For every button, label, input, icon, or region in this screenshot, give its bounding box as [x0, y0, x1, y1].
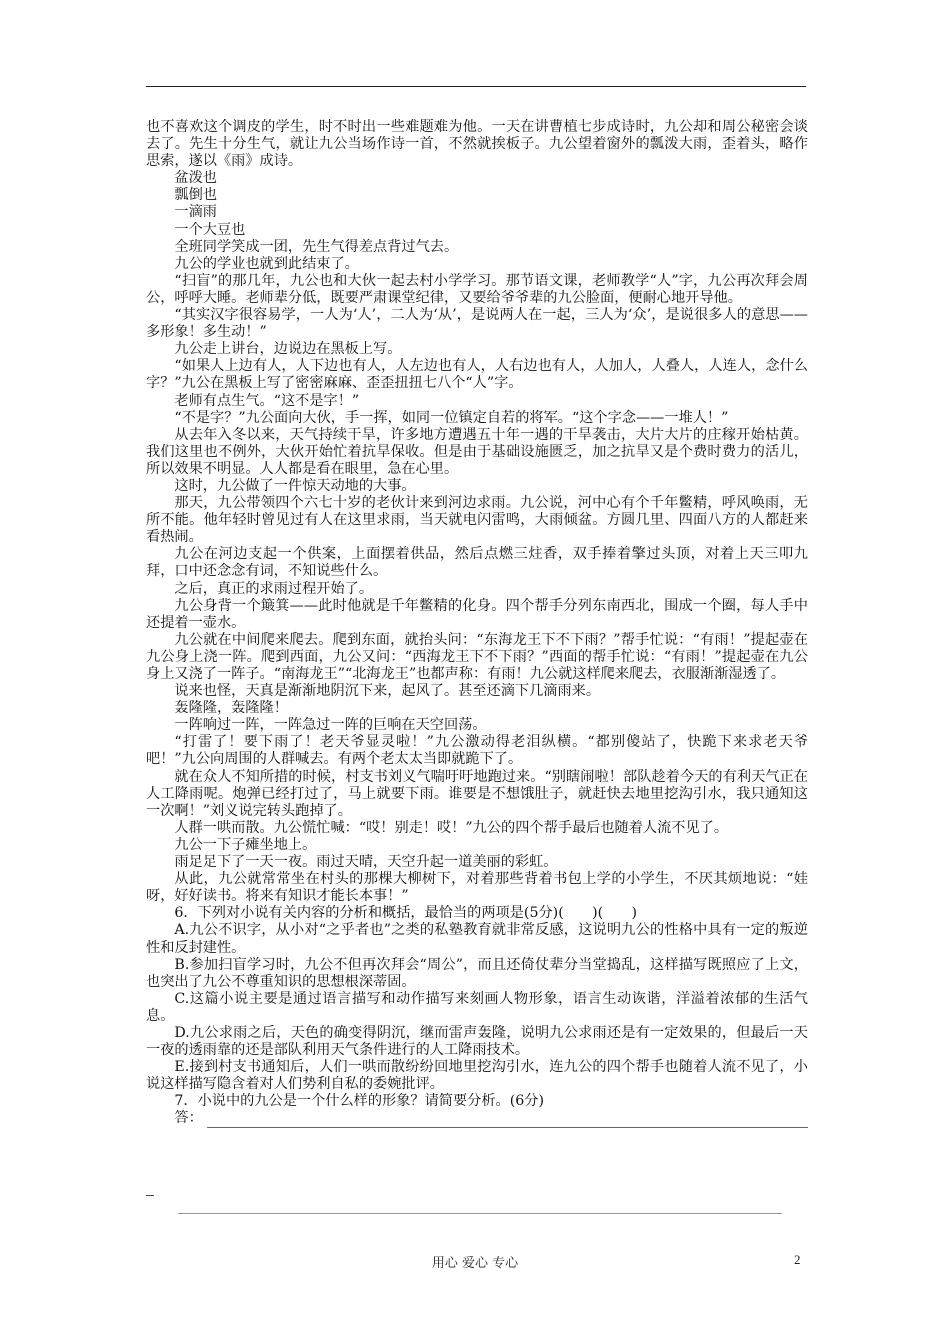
paragraph: 轰隆隆，轰隆隆！ — [174, 700, 288, 717]
poem-line: 一滴雨 — [174, 204, 217, 221]
paragraph: 九公身背一个簸箕——此时他就是千年鳖精的化身。四个帮手分列东南西北，围成一个圈，每人手中还提着一壶水。 — [146, 597, 808, 631]
paragraph: “如果人上边有人，人下边也有人，人左边也有人，人右边也有人，人加人，人叠人，人连人，念什么字？”九公在黑板上写了密密麻麻、歪歪扭扭七八个“人”字。 — [146, 358, 808, 392]
paragraph: 就在众人不知所措的时候，村支书刘义气喘吁吁地跑过来。“别瞎闹啦！部队趁着今天的有利天气正在人工降雨呢。炮弹已经打过了，马上就要下雨。谁要是不想饿肚子，就赶快去地里挖沟引水，我只通知这一次啊！”刘义说完转头跑掉了。 — [146, 768, 808, 819]
answer-row — [146, 1110, 808, 1127]
footer-text: 用心 爱心 专心 — [431, 1256, 519, 1271]
paragraph: 九公走上讲台，边说边在黑板上写。 — [174, 341, 402, 358]
paragraph: “不是字？”九公面向大伙，手一挥，如同一位镇定自若的将军。“这个字念——一堆人！” — [174, 409, 729, 426]
paragraph: 之后，真正的求雨过程开始了。 — [174, 580, 374, 597]
answer-line-stub — [146, 1195, 154, 1196]
paragraph: 从去年入冬以来，天气持续干旱，许多地方遭遇五十年一遇的干旱袭击，大片大片的庄稼开始枯黄。我们这里也不例外，大伙开始忙着抗旱保收。但是由于基础设施匮乏，加之抗旱又是个费时费力的活儿，所以效果不明显。人人都是看在眼里，急在心里。 — [146, 426, 808, 477]
paragraph: 说来也怪，天真是渐渐地阴沉下来，起风了。甚至还滴下几滴雨来。 — [174, 683, 601, 700]
paragraph: 这时，九公做了一件惊天动地的大事。 — [174, 477, 416, 494]
paragraph: 九公就在中间爬来爬去。爬到东面，就抬头问：“东海龙王下不下雨？”帮手忙说：“有雨！”提起壶在九公身上浇一阵。爬到西面，九公又问：“西海龙王下不下雨？”西面的帮手忙说：“有雨！”提起壶在九公身上又浇了一阵子。“南海龙王”“北海龙王”也都声称：有雨！九公就这样爬来爬去，衣服渐渐湿透了。 — [146, 631, 808, 682]
paragraph: 人群一哄而散。九公慌忙喊：“哎！别走！哎！”九公的四个帮手最后也随着人流不见了。 — [174, 819, 729, 836]
paragraph: 九公的学业也就到此结束了。 — [174, 255, 359, 272]
paragraph: 从此，九公就常常坐在村头的那棵大柳树下，对着那些背着书包上学的小学生，不厌其烦地说：“娃呀，好好读书。将来有知识才能长本事！” — [146, 871, 808, 905]
poem-line: 一个大豆也 — [174, 221, 246, 238]
answer-label: 答： — [174, 1110, 203, 1127]
question-6: 6．下列对小说有关内容的分析和概括，最恰当的两项是(5分)( )( ) — [174, 905, 638, 922]
option-d: D.九公求雨之后，天色的确变得阴沉，继而雷声轰隆，说明九公求雨还是有一定效果的，但最后一天一夜的透雨靠的还是部队利用天气条件进行的人工降雨技术。 — [146, 1024, 808, 1059]
paragraph: “打雷了！要下雨了！老天爷显灵啦！”九公激动得老泪纵横。“都别傻站了，快跪下来求老天爷吧！”九公向周围的人群喊去。有两个老太太当即就跪下了。 — [146, 734, 808, 768]
paragraph: 全班同学笑成一团，先生气得差点背过气去。 — [174, 238, 459, 255]
option-b: B.参加扫盲学习时，九公不但再次拜会“周公”，而且还倚仗辈分当堂捣乱，这样描写既照应了上文，也突出了九公不尊重知识的思想根深蒂固。 — [146, 956, 808, 990]
paragraph: 九公在河边支起一个供案，上面摆着供品，然后点燃三炷香，双手捧着擎过头顶，对着上天三叩九拜，口中还念念有词，不知说些什么。 — [146, 546, 808, 580]
paragraph: 那天，九公带领四个六七十岁的老伙计来到河边求雨。九公说，河中心有个千年鳖精，呼风唤雨，无所不能。他年轻时曾见过有人在这里求雨，当天就电闪雷鸣，大雨倾盆。方圆几里、四面八方的人都赶来看热闹。 — [146, 495, 808, 546]
paragraph: “其实汉字很容易学，一人为‘人’，二人为‘从’，是说两人在一起，三人为‘众’，是说很多人的意思——多形象！多生动！” — [146, 307, 808, 341]
paragraph: 九公一下子瘫坐地上。 — [174, 836, 317, 853]
answer-line — [207, 1115, 808, 1128]
page-number: 2 — [794, 1252, 801, 1267]
option-a: A.九公不识字，从小对“之乎者也”之类的私塾教育就非常反感，这说明九公的性格中具有一定的叛逆性和反封建性。 — [146, 922, 808, 956]
option-e: E.接到村支书通知后，人们一哄而散纷纷回地里挖沟引水，连九公的四个帮手也随着人流不见了，小说这样描写隐含着对人们势利自私的委婉批评。 — [146, 1059, 808, 1093]
option-c: C.这篇小说主要是通过语言描写和动作描写来刻画人物形象，语言生动诙谐，洋溢着浓郁的生活气息。 — [146, 990, 808, 1024]
paragraph: 一阵响过一阵，一阵急过一阵的巨响在天空回荡。 — [174, 717, 487, 734]
document-body — [146, 119, 808, 1128]
header-rule — [146, 86, 806, 87]
paragraph: 也不喜欢这个调皮的学生，时不时出一些难题难为他。一天在讲曹植七步成诗时，九公却和周公秘密会谈去了。先生十分生气，就让九公当场作诗一首，不然就挨板子。九公望着窗外的瓢泼大雨，歪着头，略作思索，遂以《雨》成诗。 — [146, 119, 808, 170]
poem-line: 瓢倒也 — [174, 187, 217, 204]
poem-line: 盆泼也 — [174, 170, 217, 187]
answer-line — [178, 1213, 782, 1214]
paragraph: “扫盲”的那几年，九公也和大伙一起去村小学学习。那节语文课，老师教学“人”字，九公再次拜会周公，呼呼大睡。老师辈分低，既要严肃课堂纪律，又要给爷爷辈的九公脸面，便耐心地开导他。 — [146, 272, 808, 306]
question-7: 7．小说中的九公是一个什么样的形象？请简要分析。(6分) — [174, 1093, 545, 1110]
paragraph: 雨足足下了一天一夜。雨过天晴，天空升起一道美丽的彩虹。 — [174, 854, 558, 871]
paragraph: 老师有点生气。“这不是字！” — [174, 392, 360, 409]
